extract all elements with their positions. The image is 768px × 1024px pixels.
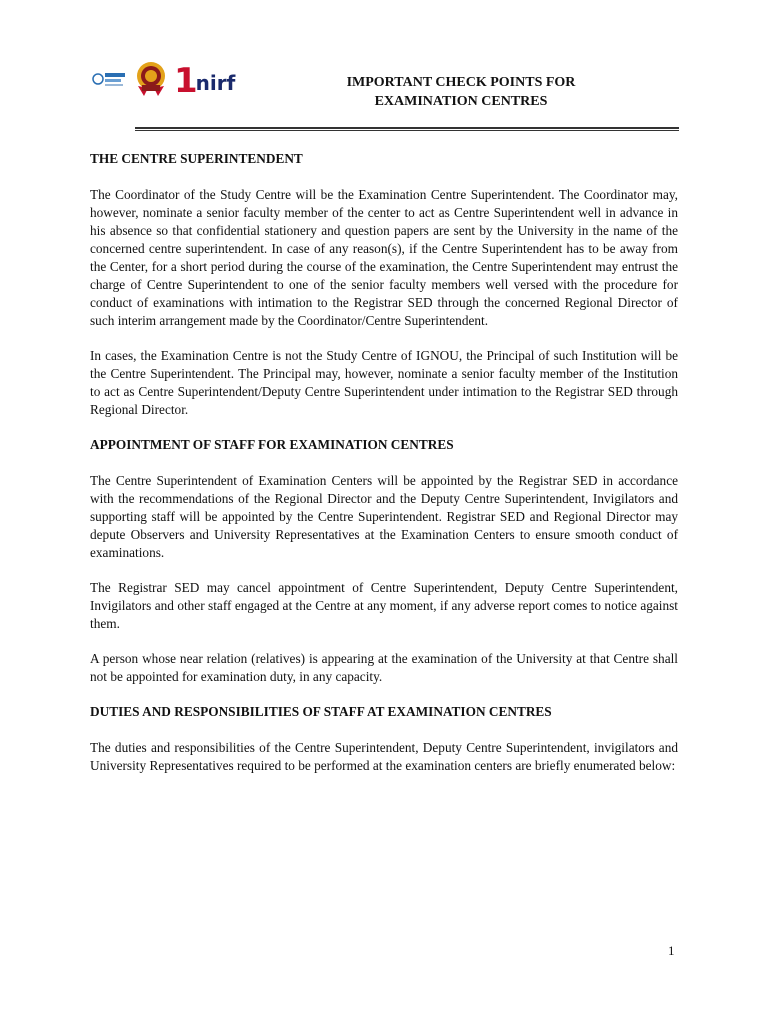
paragraph: In cases, the Examination Centre is not the Study Centre of IGNOU, the Principal of such Institution will be the Centre Superintendent. The Principal may, however, nominate a senior faculty member of the Institution to act as Centre Superintendent/Deputy Centre Superintendent under intimation to the Registrar SED through Regional Director. (90, 348, 678, 417)
document-body (90, 150, 678, 792)
paragraph: The Centre Superintendent of Examination Centers will be appointed by the Registrar SED in accordance with the recommendations of the Regional Director and the Deputy Centre Superintendent, Invigilators and supporting staff will be appointed by the Centre Superintendent. Registrar SED and Regional Director may depute Observers and University Representatives at the Examination Centers to ensure smooth conduct of examinations. (90, 473, 678, 560)
naac-logo (134, 60, 168, 98)
nirf-rank: 1 (174, 61, 196, 101)
title-line-2: EXAMINATION CENTRES (374, 94, 548, 109)
page-title (300, 73, 622, 111)
title-line-1: IMPORTANT CHECK POINTS FOR (346, 75, 576, 90)
header-divider (135, 127, 679, 131)
heading-duties: DUTIES AND RESPONSIBILITIES OF STAFF AT EXAMINATION CENTRES (90, 704, 552, 719)
heading-centre-superintendent: THE CENTRE SUPERINTENDENT (90, 151, 303, 166)
heading-appointment: APPOINTMENT OF STAFF FOR EXAMINATION CENTRES (90, 437, 454, 452)
paragraph: A person whose near relation (relatives) is appearing at the examination of the University at that Centre shall not be appointed for examination duty, in any capacity. (90, 651, 678, 684)
ignou-logo (92, 67, 128, 91)
nirf-logo (174, 61, 236, 101)
nirf-text: nirf (195, 71, 236, 95)
header-logos (92, 58, 235, 100)
paragraph: The duties and responsibilities of the Centre Superintendent, Deputy Centre Superintendent, invigilators and University Representatives required to be performed at the examination centers are briefly enumerated below: (90, 740, 678, 773)
paragraph: The Coordinator of the Study Centre will be the Examination Centre Superintendent. The Coordinator may, however, nominate a senior faculty member of the center to act as Centre Superintendent well in advance in his absence so that confidential stationery and question papers are sent by the University in the name of the concerned centre superintendent. In case of any reason(s), if the Centre Superintendent has to be away from the Center, for a short period during the course of the examination, the Centre Superintendent may entrust the charge of Centre Superintendent to one of the senior faculty members well versed with the procedure for conduct of examinations with intimation to the Registrar SED through the concerned Regional Director of such interim arrangement made by the Coordinator/Centre Superintendent. (90, 187, 678, 328)
page-number: 1 (668, 943, 675, 958)
paragraph: The Registrar SED may cancel appointment of Centre Superintendent, Deputy Centre Superintendent, Invigilators and other staff engaged at the Centre at any moment, if any adverse report comes to notice against them. (90, 580, 678, 631)
